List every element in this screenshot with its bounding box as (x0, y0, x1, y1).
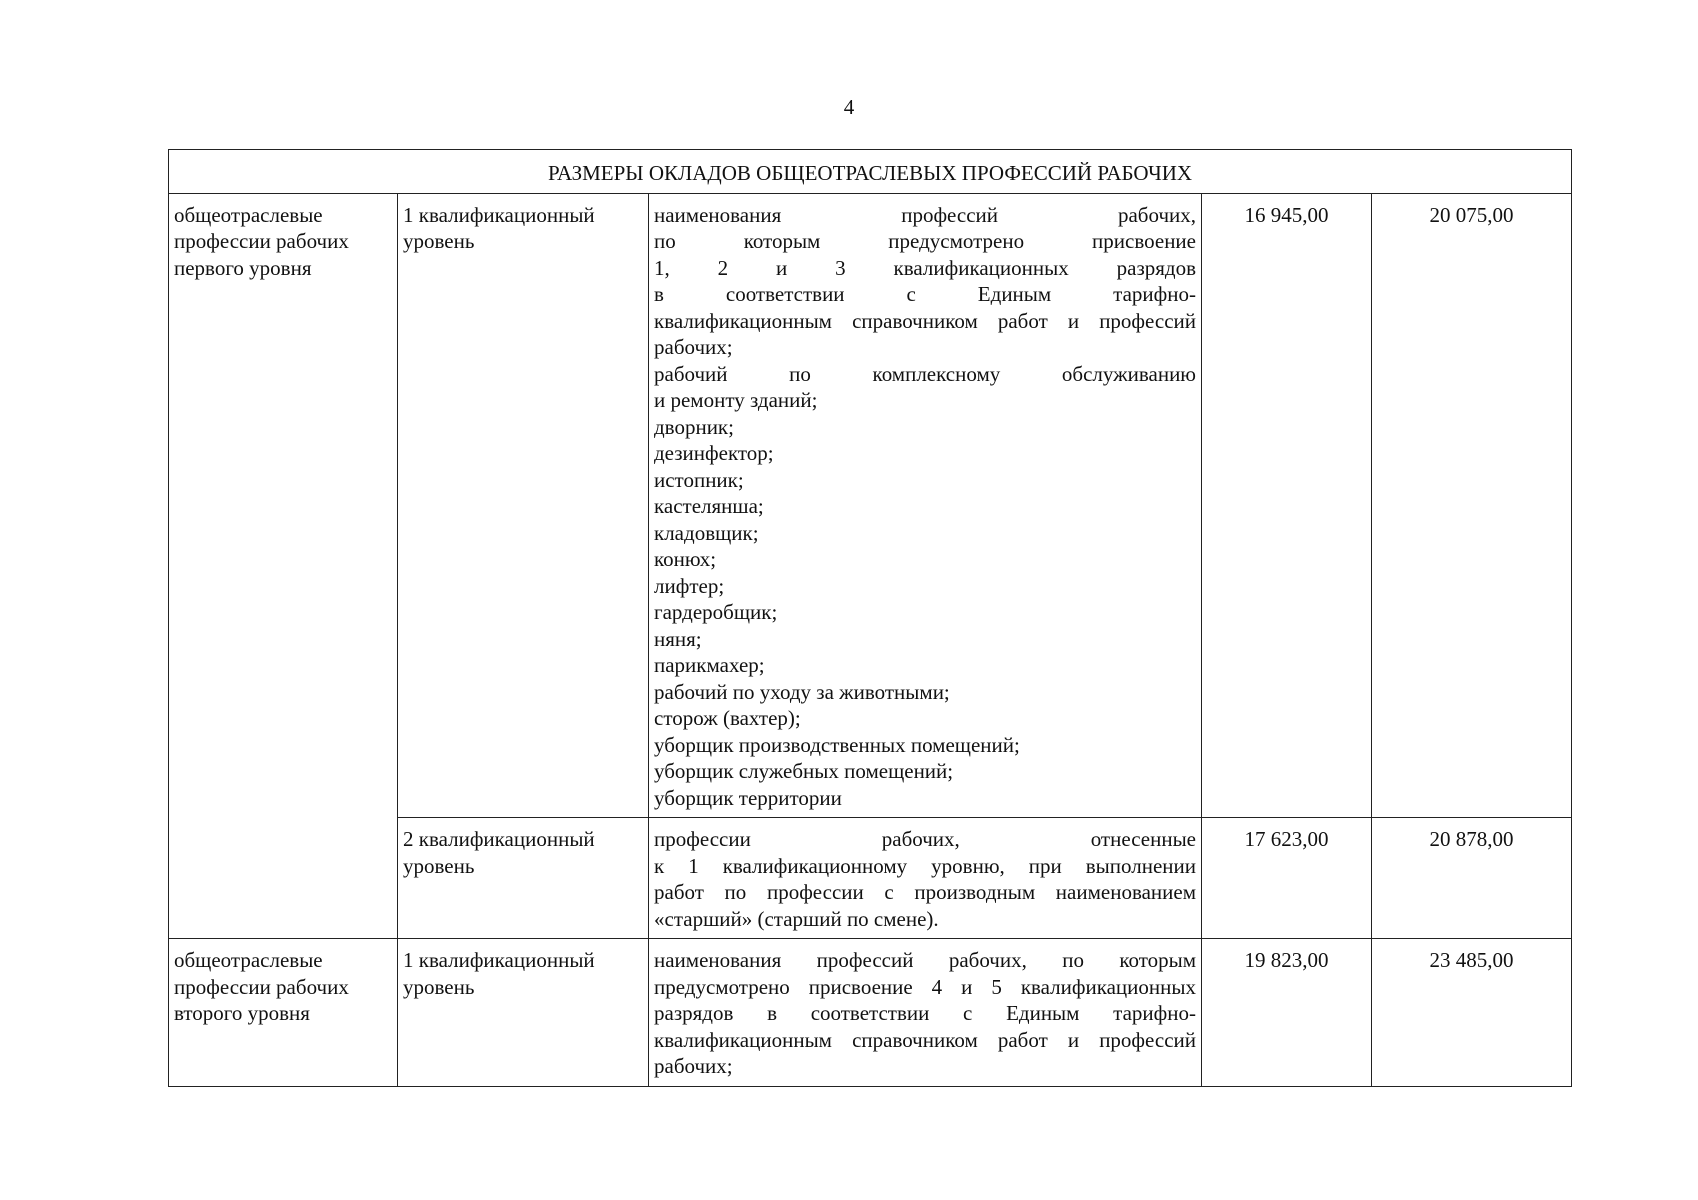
description-cell (649, 939, 1202, 1087)
group-name-cell: общеотраслевые профессии рабочих первого уровня (169, 193, 398, 939)
description-line: лифтер; (654, 573, 725, 598)
description-line: 1, 2 и 3 квалификационных разрядов (654, 255, 1196, 280)
description-cell (649, 193, 1202, 818)
description-line: гардеробщик; (654, 600, 778, 624)
description-line: кастелянша; (654, 494, 764, 518)
page-number: 4 (843, 95, 855, 119)
description-line: дворник; (654, 414, 734, 439)
table-title: РАЗМЕРЫ ОКЛАДОВ ОБЩЕОТРАСЛЕВЫХ ПРОФЕССИЙ РАБОЧИХ (169, 150, 1572, 194)
salary-cell: 16 945,00 (1202, 193, 1372, 818)
description-line: сторож (вахтер); (654, 706, 801, 730)
description-line: наименования профессий рабочих, по которым (654, 948, 1196, 972)
salary-table (168, 149, 1572, 1087)
salary-cell: 20 878,00 (1372, 818, 1572, 939)
description-line: парикмахер; (654, 653, 765, 677)
description-line: кладовщик; (654, 520, 759, 545)
description-line: разрядов в соответствии с Единым тарифно- (654, 1001, 1196, 1025)
description-line: рабочих; (654, 335, 733, 359)
description-line: рабочих; (654, 1054, 733, 1078)
description-cell (649, 818, 1202, 939)
salary-cell: 23 485,00 (1372, 939, 1572, 1087)
description-line: уборщик производственных помещений; (654, 732, 1020, 757)
level-cell: 1 квалификационный уровень (398, 939, 649, 1087)
description-line: предусмотрено присвоение 4 и 5 квалификационных (654, 974, 1196, 999)
description-line: и ремонту зданий; (654, 388, 818, 412)
level-cell: 1 квалификационный уровень (398, 193, 649, 818)
description-line: няня; (654, 626, 702, 651)
group-name-cell: общеотраслевые профессии рабочих второго уровня (169, 939, 398, 1087)
description-line: работ по профессии с производным наименованием (654, 880, 1196, 904)
description-line: рабочий по комплексному обслуживанию (654, 361, 1196, 386)
salary-cell: 19 823,00 (1202, 939, 1372, 1087)
level-cell: 2 квалификационный уровень (398, 818, 649, 939)
description-line: к 1 квалификационному уровню, при выполнении (654, 853, 1196, 878)
description-line: профессии рабочих, отнесенные (654, 827, 1196, 851)
table-row (169, 193, 1572, 818)
description-line: рабочий по уходу за животными; (654, 679, 950, 704)
description-line: истопник; (654, 467, 744, 492)
description-line: по которым предусмотрено присвоение (654, 229, 1196, 253)
salary-cell: 20 075,00 (1372, 193, 1572, 818)
description-line: квалификационным справочником работ и профессий (654, 1027, 1196, 1052)
table-row (169, 939, 1572, 1087)
description-line: уборщик служебных помещений; (654, 759, 954, 783)
table-title-row (169, 150, 1572, 194)
description-line: в соответствии с Единым тарифно- (654, 282, 1196, 306)
salary-cell: 17 623,00 (1202, 818, 1372, 939)
description-line: дезинфектор; (654, 441, 774, 465)
description-line: уборщик территории (654, 785, 842, 810)
description-line: «старший» (старший по смене). (654, 906, 939, 931)
description-line: наименования профессий рабочих, (654, 202, 1196, 227)
description-line: конюх; (654, 547, 717, 571)
description-line: квалификационным справочником работ и профессий (654, 308, 1196, 333)
